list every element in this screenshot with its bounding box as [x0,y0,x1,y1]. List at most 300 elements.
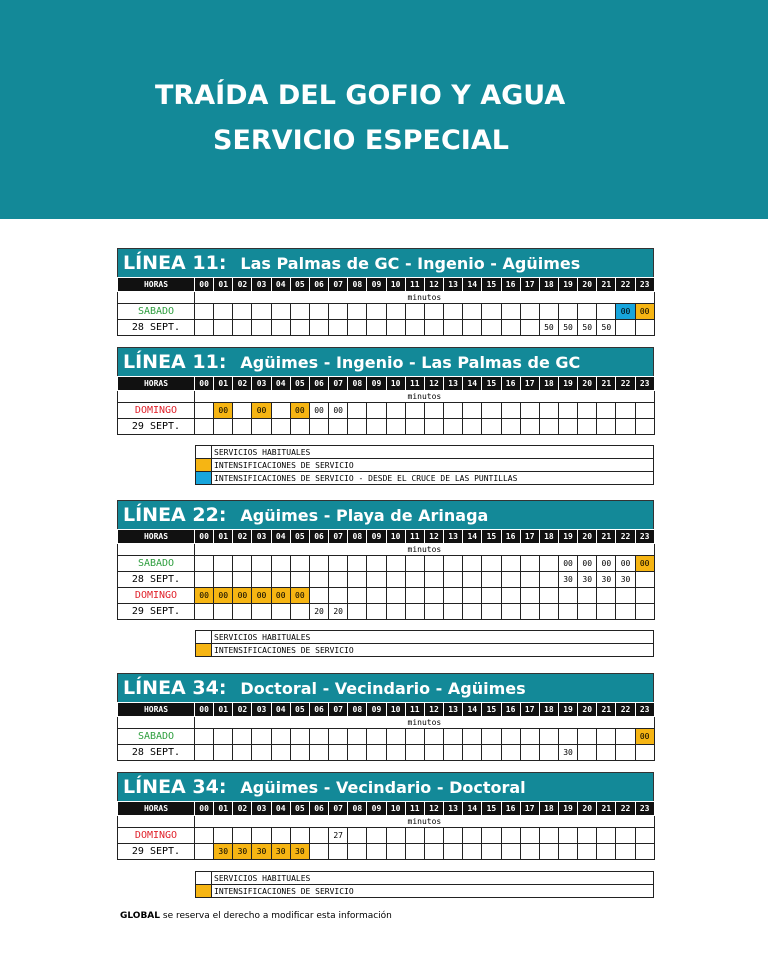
empty-slot [252,304,271,320]
legend-item [196,885,654,898]
empty-slot [386,320,405,336]
empty-slot [520,320,539,336]
empty-slot [271,403,290,419]
footer-brand: GLOBAL [120,911,161,921]
empty-slot [501,304,520,320]
empty-slot [539,572,558,588]
empty-slot [405,844,424,860]
empty-slot [386,828,405,844]
empty-slot [635,419,654,435]
schedule-row [118,729,655,745]
schedule-row [118,304,655,320]
hour-header: 08 [348,802,367,816]
empty-slot [290,729,309,745]
empty-slot [405,556,424,572]
empty-slot [539,304,558,320]
hour-header: 18 [539,278,558,292]
empty-slot [195,304,214,320]
day-label: SABADO [118,304,195,320]
hour-header: 11 [405,530,424,544]
empty-slot [482,572,501,588]
schedule-row [118,844,655,860]
empty-slot [367,403,386,419]
empty-slot [405,729,424,745]
timetable [117,376,655,435]
hour-header: 02 [233,377,252,391]
empty-slot [233,320,252,336]
line-number: LÍNEA 34: [123,776,227,798]
empty-slot [463,844,482,860]
hour-header: 05 [290,802,309,816]
empty-slot [386,729,405,745]
empty-slot [290,828,309,844]
empty-slot [329,556,348,572]
minutes-row [118,816,655,828]
empty-slot [233,556,252,572]
empty-slot [252,729,271,745]
empty-slot [309,556,328,572]
minutes-blank [118,717,195,729]
empty-slot [386,419,405,435]
empty-slot [214,828,233,844]
route-name: Agüimes - Ingenio - Las Palmas de GC [240,352,581,372]
empty-slot [405,745,424,761]
minutes-blank [118,544,195,556]
empty-slot [578,403,597,419]
departure-minute: 00 [214,403,233,419]
empty-slot [635,320,654,336]
hour-header: 03 [252,377,271,391]
empty-slot [290,556,309,572]
hours-row [118,530,655,544]
empty-slot [348,403,367,419]
empty-slot [616,588,635,604]
hours-label: HORAS [118,278,195,292]
hours-label: HORAS [118,802,195,816]
hour-header: 19 [558,802,577,816]
hour-header: 02 [233,802,252,816]
hour-header: 22 [616,377,635,391]
hour-header: 17 [520,377,539,391]
minutes-label: minutos [195,544,655,556]
empty-slot [635,745,654,761]
empty-slot [597,844,616,860]
empty-slot [501,572,520,588]
line-number: LÍNEA 11: [123,351,227,373]
empty-slot [463,556,482,572]
schedule-row [118,419,655,435]
date-label: 29 SEPT. [118,419,195,435]
empty-slot [463,828,482,844]
empty-slot [367,588,386,604]
hour-header: 00 [195,802,214,816]
empty-slot [539,828,558,844]
line-number: LÍNEA 11: [123,252,227,274]
empty-slot [558,729,577,745]
empty-slot [539,745,558,761]
schedule-block [117,772,654,860]
departure-minute: 00 [635,729,654,745]
footer-note [120,911,392,921]
empty-slot [214,304,233,320]
empty-slot [501,828,520,844]
empty-slot [635,403,654,419]
empty-slot [271,304,290,320]
departure-minute: 00 [290,588,309,604]
empty-slot [424,604,443,620]
empty-slot [424,588,443,604]
departure-minute: 00 [329,403,348,419]
empty-slot [309,729,328,745]
empty-slot [539,604,558,620]
hour-header: 22 [616,530,635,544]
departure-minute: 50 [597,320,616,336]
empty-slot [520,844,539,860]
legend-label: INTENSIFICACIONES DE SERVICIO [212,885,654,898]
empty-slot [501,419,520,435]
hour-header: 15 [482,703,501,717]
departure-minute: 00 [252,403,271,419]
empty-slot [214,556,233,572]
hour-header: 21 [597,802,616,816]
empty-slot [367,572,386,588]
empty-slot [329,729,348,745]
empty-slot [367,304,386,320]
hour-header: 01 [214,530,233,544]
empty-slot [635,604,654,620]
date-label: 29 SEPT. [118,844,195,860]
empty-slot [214,604,233,620]
empty-slot [616,729,635,745]
empty-slot [482,403,501,419]
hour-header: 01 [214,703,233,717]
departure-minute: 30 [252,844,271,860]
hour-header: 04 [271,802,290,816]
hour-header: 13 [444,703,463,717]
hours-row [118,377,655,391]
hour-header: 21 [597,530,616,544]
empty-slot [252,572,271,588]
hour-header: 06 [309,703,328,717]
hour-header: 20 [578,802,597,816]
empty-slot [271,419,290,435]
empty-slot [233,572,252,588]
empty-slot [539,588,558,604]
schedule-row [118,828,655,844]
minutes-blank [118,292,195,304]
hour-header: 01 [214,377,233,391]
empty-slot [558,828,577,844]
line-number: LÍNEA 34: [123,677,227,699]
empty-slot [539,729,558,745]
hour-header: 12 [424,377,443,391]
schedule-row [118,745,655,761]
empty-slot [195,572,214,588]
empty-slot [482,320,501,336]
empty-slot [482,604,501,620]
empty-slot [520,828,539,844]
empty-slot [233,729,252,745]
schedule-header [117,500,654,529]
hour-header: 11 [405,802,424,816]
hour-header: 13 [444,802,463,816]
empty-slot [616,745,635,761]
hours-label: HORAS [118,703,195,717]
empty-slot [597,745,616,761]
hour-header: 09 [367,703,386,717]
schedule-header [117,772,654,801]
empty-slot [252,320,271,336]
hour-header: 00 [195,530,214,544]
empty-slot [195,745,214,761]
departure-minute: 20 [309,604,328,620]
hour-header: 20 [578,377,597,391]
route-name: Doctoral - Vecindario - Agüimes [240,678,526,698]
empty-slot [578,844,597,860]
empty-slot [520,556,539,572]
empty-slot [482,304,501,320]
empty-slot [578,604,597,620]
empty-slot [558,588,577,604]
empty-slot [444,828,463,844]
empty-slot [444,419,463,435]
empty-slot [635,828,654,844]
empty-slot [444,745,463,761]
empty-slot [616,419,635,435]
empty-slot [616,844,635,860]
minutes-row [118,544,655,556]
legend-label: INTENSIFICACIONES DE SERVICIO [212,644,654,657]
page-title-line2: SERVICIO ESPECIAL [213,125,509,156]
hour-header: 04 [271,278,290,292]
empty-slot [482,844,501,860]
empty-slot [616,403,635,419]
hour-header: 17 [520,703,539,717]
departure-minute: 00 [252,588,271,604]
minutes-label: minutos [195,816,655,828]
empty-slot [309,745,328,761]
departure-minute: 00 [290,403,309,419]
empty-slot [214,729,233,745]
empty-slot [290,572,309,588]
hour-header: 09 [367,377,386,391]
empty-slot [386,556,405,572]
legend-item [196,472,654,485]
hour-header: 12 [424,530,443,544]
hour-header: 21 [597,278,616,292]
empty-slot [501,745,520,761]
hour-header: 15 [482,802,501,816]
empty-slot [539,403,558,419]
hour-header: 06 [309,802,328,816]
empty-slot [271,729,290,745]
hour-header: 21 [597,703,616,717]
empty-slot [290,304,309,320]
empty-slot [463,604,482,620]
empty-slot [424,304,443,320]
empty-slot [348,745,367,761]
hour-header: 01 [214,802,233,816]
line-number: LÍNEA 22: [123,504,227,526]
empty-slot [597,304,616,320]
hour-header: 08 [348,703,367,717]
empty-slot [444,572,463,588]
hour-header: 07 [329,278,348,292]
hour-header: 06 [309,530,328,544]
empty-slot [214,572,233,588]
empty-slot [271,828,290,844]
hour-header: 08 [348,530,367,544]
empty-slot [424,556,443,572]
empty-slot [635,844,654,860]
empty-slot [195,419,214,435]
hour-header: 13 [444,377,463,391]
hour-header: 19 [558,703,577,717]
empty-slot [463,304,482,320]
departure-minute: 30 [214,844,233,860]
hour-header: 07 [329,377,348,391]
empty-slot [309,304,328,320]
departure-minute: 30 [597,572,616,588]
timetable [117,702,655,761]
legend-swatch [196,472,212,485]
hour-header: 10 [386,802,405,816]
hour-header: 01 [214,278,233,292]
empty-slot [329,572,348,588]
empty-slot [405,419,424,435]
departure-minute: 30 [558,745,577,761]
hour-header: 22 [616,703,635,717]
empty-slot [271,745,290,761]
empty-slot [578,729,597,745]
empty-slot [233,745,252,761]
hour-header: 00 [195,278,214,292]
hour-header: 20 [578,530,597,544]
hour-header: 23 [635,377,654,391]
empty-slot [424,828,443,844]
legend-swatch [196,446,212,459]
hour-header: 16 [501,377,520,391]
empty-slot [520,572,539,588]
empty-slot [367,556,386,572]
empty-slot [233,419,252,435]
departure-minute: 00 [578,556,597,572]
day-label: DOMINGO [118,588,195,604]
minutes-label: minutos [195,391,655,403]
empty-slot [616,604,635,620]
empty-slot [367,320,386,336]
empty-slot [558,604,577,620]
empty-slot [195,604,214,620]
empty-slot [463,588,482,604]
schedule-block [117,347,654,435]
departure-minute: 00 [616,556,635,572]
legend-item [196,631,654,644]
timetable [117,529,655,620]
hour-header: 16 [501,802,520,816]
empty-slot [290,419,309,435]
empty-slot [424,745,443,761]
empty-slot [329,419,348,435]
hour-header: 19 [558,530,577,544]
minutes-label: minutos [195,717,655,729]
empty-slot [309,419,328,435]
hour-header: 12 [424,703,443,717]
hour-header: 18 [539,377,558,391]
empty-slot [329,320,348,336]
hour-header: 14 [463,703,482,717]
legend-item [196,872,654,885]
timetable [117,801,655,860]
hour-header: 02 [233,703,252,717]
departure-minute: 30 [271,844,290,860]
empty-slot [597,403,616,419]
empty-slot [367,729,386,745]
hour-header: 10 [386,530,405,544]
empty-slot [558,419,577,435]
hour-header: 10 [386,377,405,391]
empty-slot [539,419,558,435]
empty-slot [482,588,501,604]
minutes-row [118,391,655,403]
empty-slot [405,304,424,320]
hour-header: 07 [329,530,348,544]
departure-minute: 00 [309,403,328,419]
legend-item [196,644,654,657]
empty-slot [329,304,348,320]
hour-header: 21 [597,377,616,391]
page-title-line1: TRAÍDA DEL GOFIO Y AGUA [155,80,566,111]
empty-slot [578,419,597,435]
route-name: Agüimes - Vecindario - Doctoral [240,777,526,797]
empty-slot [597,828,616,844]
empty-slot [195,844,214,860]
empty-slot [367,828,386,844]
empty-slot [520,745,539,761]
departure-minute: 30 [233,844,252,860]
empty-slot [520,304,539,320]
empty-slot [616,828,635,844]
route-name: Las Palmas de GC - Ingenio - Agüimes [240,253,581,273]
empty-slot [501,320,520,336]
hour-header: 03 [252,530,271,544]
date-label: 28 SEPT. [118,320,195,336]
departure-minute: 50 [578,320,597,336]
empty-slot [348,604,367,620]
empty-slot [597,419,616,435]
hour-header: 23 [635,530,654,544]
empty-slot [444,304,463,320]
hour-header: 15 [482,278,501,292]
empty-slot [252,604,271,620]
header-banner [0,0,768,219]
empty-slot [578,588,597,604]
empty-slot [271,572,290,588]
empty-slot [444,604,463,620]
day-label: SABADO [118,729,195,745]
hour-header: 08 [348,278,367,292]
hour-header: 00 [195,377,214,391]
empty-slot [424,320,443,336]
empty-slot [386,403,405,419]
empty-slot [424,419,443,435]
hour-header: 05 [290,530,309,544]
empty-slot [482,828,501,844]
departure-minute: 27 [329,828,348,844]
legend-label: INTENSIFICACIONES DE SERVICIO [212,459,654,472]
empty-slot [444,403,463,419]
empty-slot [578,304,597,320]
